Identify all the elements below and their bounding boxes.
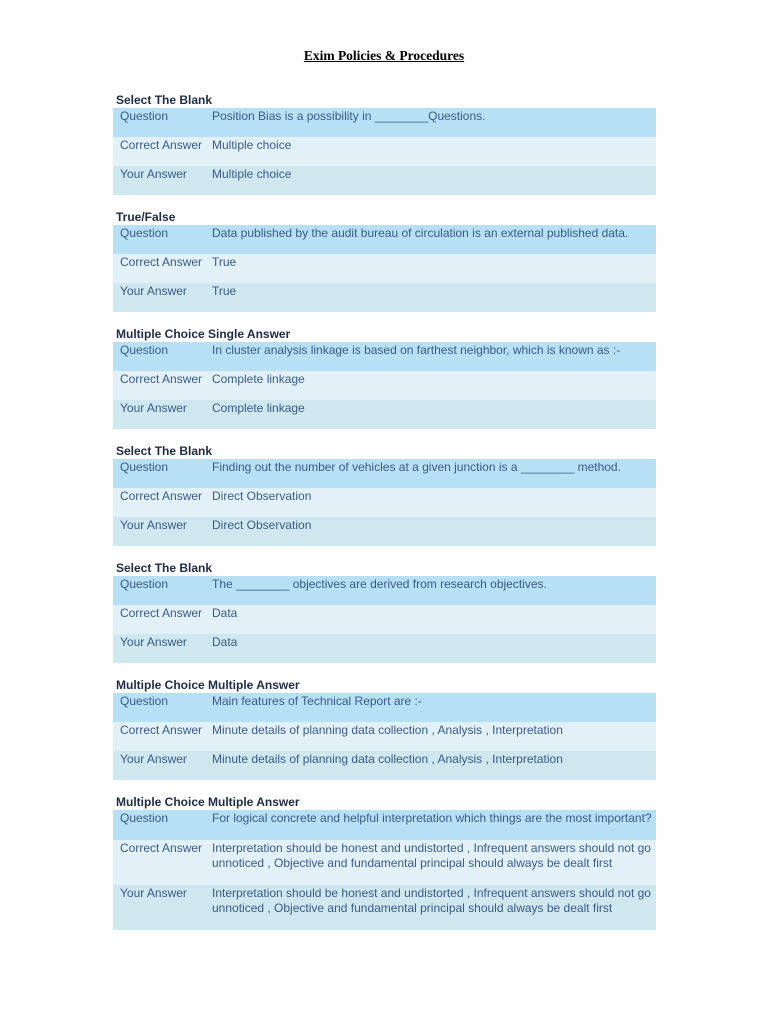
correct-answer-text: Multiple choice xyxy=(212,138,292,152)
correct-answer-label: Correct Answer xyxy=(120,841,203,855)
question-row xyxy=(113,810,656,840)
your-answer-label: Your Answer xyxy=(120,886,187,900)
your-answer-text: Interpretation should be honest and undistorted , Infrequent answers should not go unnoticed , Objective and fundamental principal should always be dealt first xyxy=(212,886,651,915)
question-row xyxy=(113,459,656,488)
your-answer-label: Your Answer xyxy=(120,752,187,766)
question-text: In cluster analysis linkage is based on farthest neighbor, which is known as :- xyxy=(212,343,621,357)
question-row xyxy=(113,225,656,254)
question-row xyxy=(113,576,656,605)
correct-answer-text: Interpretation should be honest and undistorted , Infrequent answers should not go unnoticed , Objective and fundamental principal should always be dealt first xyxy=(212,841,651,870)
your-answer-row xyxy=(113,400,656,429)
correct-answer-row xyxy=(113,722,656,751)
question-text: Main features of Technical Report are :- xyxy=(212,694,422,708)
question-text: Finding out the number of vehicles at a given junction is a ________ method. xyxy=(212,460,621,474)
correct-answer-row xyxy=(113,605,656,634)
your-answer-text: True xyxy=(212,284,237,298)
qa-block xyxy=(113,444,656,546)
correct-answer-label: Correct Answer xyxy=(120,606,203,620)
correct-answer-label: Correct Answer xyxy=(120,489,203,503)
your-answer-text: Direct Observation xyxy=(212,518,312,532)
your-answer-row xyxy=(113,166,656,195)
page-title: Exim Policies & Procedures xyxy=(303,48,465,63)
correct-answer-row xyxy=(113,254,656,283)
correct-answer-label: Correct Answer xyxy=(120,372,203,386)
correct-answer-row xyxy=(113,840,656,885)
qa-heading: Select The Blank xyxy=(116,561,213,575)
correct-answer-text: True xyxy=(212,255,237,269)
your-answer-label: Your Answer xyxy=(120,167,187,181)
qa-heading: Multiple Choice Multiple Answer xyxy=(116,795,300,809)
correct-answer-row xyxy=(113,488,656,517)
question-label: Question xyxy=(120,226,169,240)
qa-heading: True/False xyxy=(116,210,176,224)
your-answer-text: Data xyxy=(212,635,238,649)
correct-answer-label: Correct Answer xyxy=(120,138,203,152)
your-answer-label: Your Answer xyxy=(120,518,187,532)
your-answer-text: Minute details of planning data collection , Analysis , Interpretation xyxy=(212,752,563,766)
correct-answer-text: Complete linkage xyxy=(212,372,305,386)
qa-block xyxy=(113,795,656,930)
qa-block xyxy=(113,93,656,195)
correct-answer-label: Correct Answer xyxy=(120,255,203,269)
question-text: Data published by the audit bureau of circulation is an external published data. xyxy=(212,226,629,240)
your-answer-label: Your Answer xyxy=(120,284,187,298)
your-answer-row xyxy=(113,751,656,780)
correct-answer-text: Minute details of planning data collection , Analysis , Interpretation xyxy=(212,723,563,737)
question-row xyxy=(113,342,656,371)
question-text: For logical concrete and helpful interpretation which things are the most important? xyxy=(212,811,652,825)
question-label: Question xyxy=(120,694,169,708)
correct-answer-row xyxy=(113,371,656,400)
question-row xyxy=(113,693,656,722)
question-label: Question xyxy=(120,460,169,474)
qa-heading: Select The Blank xyxy=(116,444,213,458)
question-text: Position Bias is a possibility in ________Questions. xyxy=(212,109,486,123)
correct-answer-label: Correct Answer xyxy=(120,723,203,737)
your-answer-text: Multiple choice xyxy=(212,167,292,181)
correct-answer-row xyxy=(113,137,656,166)
correct-answer-text: Data xyxy=(212,606,238,620)
your-answer-row xyxy=(113,634,656,663)
your-answer-row xyxy=(113,517,656,546)
question-label: Question xyxy=(120,343,169,357)
question-label: Question xyxy=(120,811,169,825)
qa-block xyxy=(113,561,656,663)
qa-heading: Multiple Choice Single Answer xyxy=(116,327,291,341)
your-answer-row xyxy=(113,885,656,930)
question-label: Question xyxy=(120,577,169,591)
your-answer-label: Your Answer xyxy=(120,401,187,415)
qa-block xyxy=(113,327,656,429)
qa-block xyxy=(113,678,656,780)
your-answer-row xyxy=(113,283,656,312)
qa-heading: Multiple Choice Multiple Answer xyxy=(116,678,300,692)
correct-answer-text: Direct Observation xyxy=(212,489,312,503)
question-label: Question xyxy=(120,109,169,123)
your-answer-label: Your Answer xyxy=(120,635,187,649)
qa-block xyxy=(113,210,656,312)
question-row xyxy=(113,108,656,137)
question-text: The ________ objectives are derived from research objectives. xyxy=(212,577,547,591)
qa-heading: Select The Blank xyxy=(116,93,213,107)
your-answer-text: Complete linkage xyxy=(212,401,305,415)
